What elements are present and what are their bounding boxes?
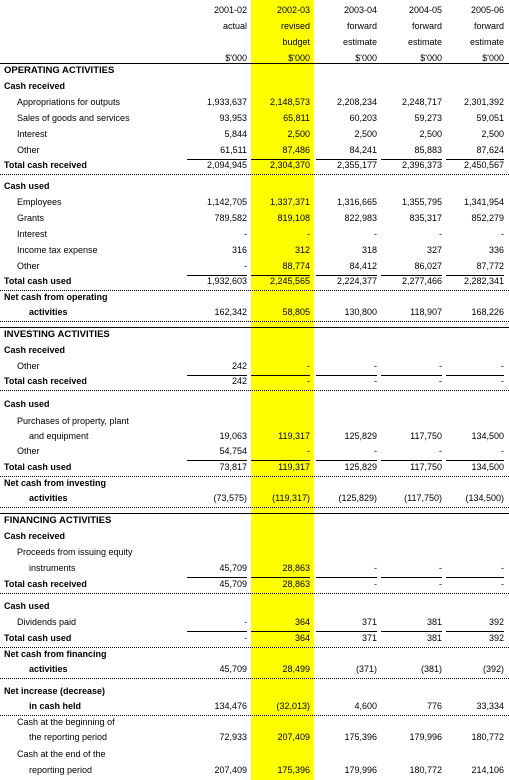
header-unit: $'000	[225, 53, 247, 63]
row-label: FINANCING ACTIVITIES	[4, 515, 112, 526]
table-row	[0, 81, 509, 95]
cell-value: 72,933	[219, 732, 247, 742]
cell-value: (125,829)	[338, 493, 377, 503]
cell-value: 87,486	[282, 145, 310, 155]
cell-value: -	[244, 633, 247, 643]
cell-value: 2,245,565	[269, 276, 310, 286]
cell-value: (119,317)	[272, 493, 310, 503]
row-label: Net cash from operating	[4, 292, 108, 302]
cell-value: -	[501, 579, 504, 589]
total-rule	[0, 321, 509, 322]
cell-value: 2,277,466	[401, 276, 442, 286]
table-row	[0, 261, 509, 275]
row-label: Interest	[17, 229, 48, 239]
header-line1: forward	[411, 21, 442, 31]
cell-value: -	[374, 563, 377, 573]
row-label: Net increase (decrease)	[4, 686, 106, 696]
cell-value: -	[439, 563, 442, 573]
cell-value: 58,805	[282, 307, 310, 317]
table-row	[0, 431, 509, 445]
cell-value: 93,953	[219, 113, 247, 123]
cell-value: 1,341,954	[463, 197, 504, 207]
cell-value: 125,829	[344, 431, 377, 441]
table-row	[0, 145, 509, 159]
cell-value: (371)	[355, 664, 377, 674]
section-rule	[0, 513, 509, 514]
cell-value: 28,499	[282, 664, 310, 674]
cell-value: 28,863	[282, 563, 310, 573]
cell-value: 28,863	[282, 579, 310, 589]
cell-value: 852,279	[471, 213, 504, 223]
cell-value: -	[501, 361, 504, 371]
cell-value: 316	[231, 245, 247, 255]
table-row	[0, 531, 509, 545]
table-row	[0, 97, 509, 111]
total-rule	[0, 678, 509, 679]
total-rule	[0, 476, 509, 477]
cell-value: 162,342	[214, 307, 247, 317]
cell-value: -	[244, 617, 247, 627]
cell-value: 327	[426, 245, 442, 255]
cell-value: -	[307, 361, 310, 371]
cell-value: 117,750	[410, 462, 442, 472]
table-row	[0, 493, 509, 507]
subtotal-underline	[381, 460, 442, 461]
total-rule	[0, 290, 509, 291]
row-label: INVESTING ACTIVITIES	[4, 329, 110, 340]
cell-value: 2,500	[287, 129, 310, 139]
table-row	[0, 416, 509, 430]
cell-value: -	[244, 261, 247, 271]
cell-value: 819,108	[277, 213, 310, 223]
cell-value: 65,811	[283, 113, 310, 123]
table-row	[0, 563, 509, 577]
table-row	[0, 701, 509, 715]
cell-value: -	[307, 376, 310, 386]
table-row	[0, 292, 509, 306]
row-label: Purchases of property, plant	[17, 416, 129, 426]
cell-value: -	[244, 229, 247, 239]
cell-value: 87,772	[476, 261, 504, 271]
cell-value: (32,013)	[276, 701, 310, 711]
cell-value: 130,800	[344, 307, 377, 317]
cell-value: 33,334	[476, 701, 504, 711]
cell-value: 60,203	[349, 113, 377, 123]
row-label: instruments	[29, 563, 76, 573]
row-label: Cash used	[4, 181, 50, 191]
total-rule	[0, 507, 509, 508]
cell-value: 4,600	[354, 701, 377, 711]
row-label: Cash at the end of the	[17, 749, 106, 759]
cell-value: -	[374, 229, 377, 239]
header-line1: revised	[280, 21, 310, 31]
cell-value: (381)	[420, 664, 442, 674]
row-label: the reporting period	[29, 732, 108, 742]
row-label: in cash held	[29, 701, 82, 711]
cell-value: 2,500	[419, 129, 442, 139]
row-label: Total cash used	[4, 462, 72, 472]
table-row	[0, 732, 509, 746]
cell-value: 2,500	[481, 129, 504, 139]
subtotal-underline	[381, 631, 442, 632]
cell-value: -	[374, 376, 377, 386]
cell-value: -	[374, 579, 377, 589]
cell-value: 119,317	[278, 431, 310, 441]
row-label: Total cash received	[4, 376, 87, 386]
cell-value: -	[374, 361, 377, 371]
cell-value: 118,907	[410, 307, 442, 317]
table-row	[0, 664, 509, 678]
table-row	[0, 376, 509, 390]
table-row	[0, 749, 509, 763]
table-row	[0, 462, 509, 476]
header-line2: estimate	[407, 37, 442, 47]
section-rule	[0, 63, 509, 64]
cell-value: 45,709	[219, 563, 247, 573]
cell-value: -	[307, 446, 310, 456]
cell-value: 207,409	[214, 765, 247, 775]
table-row	[0, 345, 509, 359]
cell-value: -	[374, 446, 377, 456]
section-rule	[0, 327, 509, 328]
cell-value: 1,355,795	[401, 197, 442, 207]
cell-value: 119,317	[278, 462, 310, 472]
cell-value: 86,027	[414, 261, 442, 271]
cell-value: 168,226	[471, 307, 504, 317]
row-label: Total cash received	[4, 579, 87, 589]
subtotal-underline	[316, 460, 377, 461]
row-label: Cash at the beginning of	[17, 717, 115, 727]
cell-value: 19,063	[219, 431, 247, 441]
table-row	[0, 515, 509, 529]
subtotal-underline	[187, 631, 247, 632]
cell-value: 84,412	[349, 261, 377, 271]
cell-value: 134,500	[471, 431, 504, 441]
cell-value: 134,476	[214, 701, 247, 711]
cell-value: -	[439, 229, 442, 239]
cell-value: 5,844	[224, 129, 247, 139]
cell-value: 371	[361, 617, 377, 627]
table-row	[0, 547, 509, 561]
header-year: 2001-02	[213, 5, 247, 15]
cell-value: 59,051	[476, 113, 504, 123]
cell-value: 125,829	[344, 462, 377, 472]
table-row	[0, 686, 509, 700]
row-label: and equipment	[29, 431, 89, 441]
cell-value: 179,996	[344, 765, 377, 775]
row-label: Income tax expense	[17, 245, 98, 255]
row-label: Grants	[17, 213, 45, 223]
cell-value: 87,624	[476, 145, 504, 155]
row-label: Cash received	[4, 531, 66, 541]
subtotal-underline	[316, 577, 377, 578]
cell-value: 84,241	[349, 145, 377, 155]
cell-value: 776	[426, 701, 442, 711]
cell-value: 2,224,377	[336, 276, 377, 286]
cell-value: 1,142,705	[206, 197, 247, 207]
cell-value: -	[501, 376, 504, 386]
cell-value: (392)	[482, 664, 504, 674]
subtotal-underline	[381, 577, 442, 578]
table-row	[0, 717, 509, 731]
table-row	[0, 765, 509, 779]
cell-value: 1,932,603	[206, 276, 247, 286]
header-unit: $'000	[420, 53, 442, 63]
cell-value: 2,208,234	[336, 97, 377, 107]
cell-value: 61,511	[220, 145, 247, 155]
subtotal-underline	[316, 631, 377, 632]
total-rule	[0, 174, 509, 175]
table-row	[0, 229, 509, 243]
subtotal-underline	[187, 460, 247, 461]
cell-value: 364	[294, 617, 310, 627]
row-label: activities	[29, 307, 68, 317]
row-label: Cash used	[4, 399, 50, 409]
cell-value: 2,148,573	[269, 97, 310, 107]
header-year: 2005-06	[470, 5, 504, 15]
cell-value: 835,317	[409, 213, 442, 223]
cell-value: 59,273	[414, 113, 442, 123]
row-label: Proceeds from issuing equity	[17, 547, 133, 557]
cell-value: -	[501, 446, 504, 456]
table-row	[0, 446, 509, 460]
row-label: Other	[17, 361, 40, 371]
row-label: reporting period	[29, 765, 93, 775]
total-rule	[0, 647, 509, 648]
row-label: Appropriations for outputs	[17, 97, 121, 107]
table-row	[0, 245, 509, 259]
total-rule	[0, 390, 509, 391]
row-label: Other	[17, 446, 40, 456]
total-rule	[0, 593, 509, 594]
table-row	[0, 307, 509, 321]
cell-value: 1,316,665	[336, 197, 377, 207]
cell-value: 2,396,373	[401, 160, 442, 170]
cell-value: 2,301,392	[463, 97, 504, 107]
row-label: Net cash from investing	[4, 478, 107, 488]
cell-value: 179,996	[409, 732, 442, 742]
subtotal-underline	[251, 577, 310, 578]
cell-value: 88,774	[282, 261, 310, 271]
table-row	[0, 649, 509, 663]
table-row	[0, 579, 509, 593]
cell-value: 2,304,370	[269, 160, 310, 170]
header-unit: $'000	[355, 53, 377, 63]
cell-value: 45,709	[219, 664, 247, 674]
cell-value: 85,883	[414, 145, 442, 155]
cell-value: 1,933,637	[206, 97, 247, 107]
table-row	[0, 617, 509, 631]
header-line1: actual	[222, 21, 247, 31]
cell-value: 381	[426, 617, 442, 627]
table-row	[0, 601, 509, 615]
cell-value: 392	[488, 617, 504, 627]
cell-value: 392	[488, 633, 504, 643]
header-line1: forward	[473, 21, 504, 31]
row-label: OPERATING ACTIVITIES	[4, 65, 115, 76]
table-row	[0, 361, 509, 375]
row-label: Dividends paid	[17, 617, 77, 627]
cell-value: -	[439, 579, 442, 589]
cell-value: 45,709	[219, 579, 247, 589]
cell-value: 2,450,567	[463, 160, 504, 170]
cell-value: 207,409	[277, 732, 310, 742]
table-row	[0, 113, 509, 127]
row-label: Cash received	[4, 81, 66, 91]
cell-value: 117,750	[410, 431, 442, 441]
cell-value: (134,500)	[465, 493, 504, 503]
row-label: Employees	[17, 197, 62, 207]
cell-value: 134,500	[471, 462, 504, 472]
cell-value: 336	[488, 245, 504, 255]
cell-value: 364	[294, 633, 310, 643]
table-row	[0, 633, 509, 647]
row-label: Total cash used	[4, 276, 72, 286]
cell-value: -	[439, 376, 442, 386]
cell-value: 2,094,945	[206, 160, 247, 170]
row-label: Cash used	[4, 601, 50, 611]
cell-value: 2,355,177	[336, 160, 377, 170]
row-label: activities	[29, 664, 68, 674]
cell-value: 381	[426, 633, 442, 643]
subtotal-underline	[251, 460, 310, 461]
subtotal-underline	[187, 577, 247, 578]
cell-value: 2,248,717	[401, 97, 442, 107]
cell-value: 2,282,341	[463, 276, 504, 286]
cell-value: 180,772	[409, 765, 442, 775]
cell-value: 318	[361, 245, 377, 255]
header-year: 2004-05	[408, 5, 442, 15]
row-label: Other	[17, 261, 40, 271]
header-year: 2003-04	[343, 5, 377, 15]
cell-value: 214,106	[471, 765, 504, 775]
cell-value: (73,575)	[213, 493, 247, 503]
table-row	[0, 129, 509, 143]
cell-value: -	[501, 229, 504, 239]
header-year: 2002-03	[276, 5, 310, 15]
subtotal-underline	[446, 460, 504, 461]
row-label: Interest	[17, 129, 48, 139]
cell-value: 175,396	[277, 765, 310, 775]
cell-value: -	[439, 361, 442, 371]
row-label: activities	[29, 493, 68, 503]
table-row	[0, 399, 509, 413]
table-row	[0, 276, 509, 290]
cell-value: -	[307, 229, 310, 239]
header-unit: $'000	[288, 53, 310, 63]
cell-value: 242	[231, 361, 247, 371]
table-row	[0, 160, 509, 174]
cell-value: (117,750)	[404, 493, 442, 503]
row-label: Total cash used	[4, 633, 72, 643]
cell-value: 789,582	[214, 213, 247, 223]
header-line2: estimate	[469, 37, 504, 47]
table-row	[0, 197, 509, 211]
subtotal-underline	[251, 631, 310, 632]
row-label: Sales of goods and services	[17, 113, 130, 123]
cell-value: 2,500	[354, 129, 377, 139]
cell-value: 822,983	[344, 213, 377, 223]
cell-value: 1,337,371	[269, 197, 310, 207]
header-line1: forward	[346, 21, 377, 31]
table-row	[0, 478, 509, 492]
cell-value: 180,772	[471, 732, 504, 742]
cell-value: 73,817	[219, 462, 247, 472]
cell-value: 312	[294, 245, 310, 255]
row-label: Total cash received	[4, 160, 87, 170]
table-row	[0, 181, 509, 195]
cell-value: 371	[361, 633, 377, 643]
cell-value: 242	[231, 376, 247, 386]
header-line2: estimate	[342, 37, 377, 47]
total-rule	[0, 715, 509, 716]
cell-value: 175,396	[344, 732, 377, 742]
row-label: Other	[17, 145, 40, 155]
cell-value: 54,754	[219, 446, 247, 456]
row-label: Cash received	[4, 345, 66, 355]
row-label: Net cash from financing	[4, 649, 107, 659]
subtotal-underline	[446, 631, 504, 632]
table-row	[0, 329, 509, 343]
header-unit: $'000	[482, 53, 504, 63]
subtotal-underline	[446, 577, 504, 578]
cell-value: -	[501, 563, 504, 573]
table-row	[0, 65, 509, 79]
table-row	[0, 213, 509, 227]
cell-value: -	[439, 446, 442, 456]
header-line2: budget	[282, 37, 310, 47]
